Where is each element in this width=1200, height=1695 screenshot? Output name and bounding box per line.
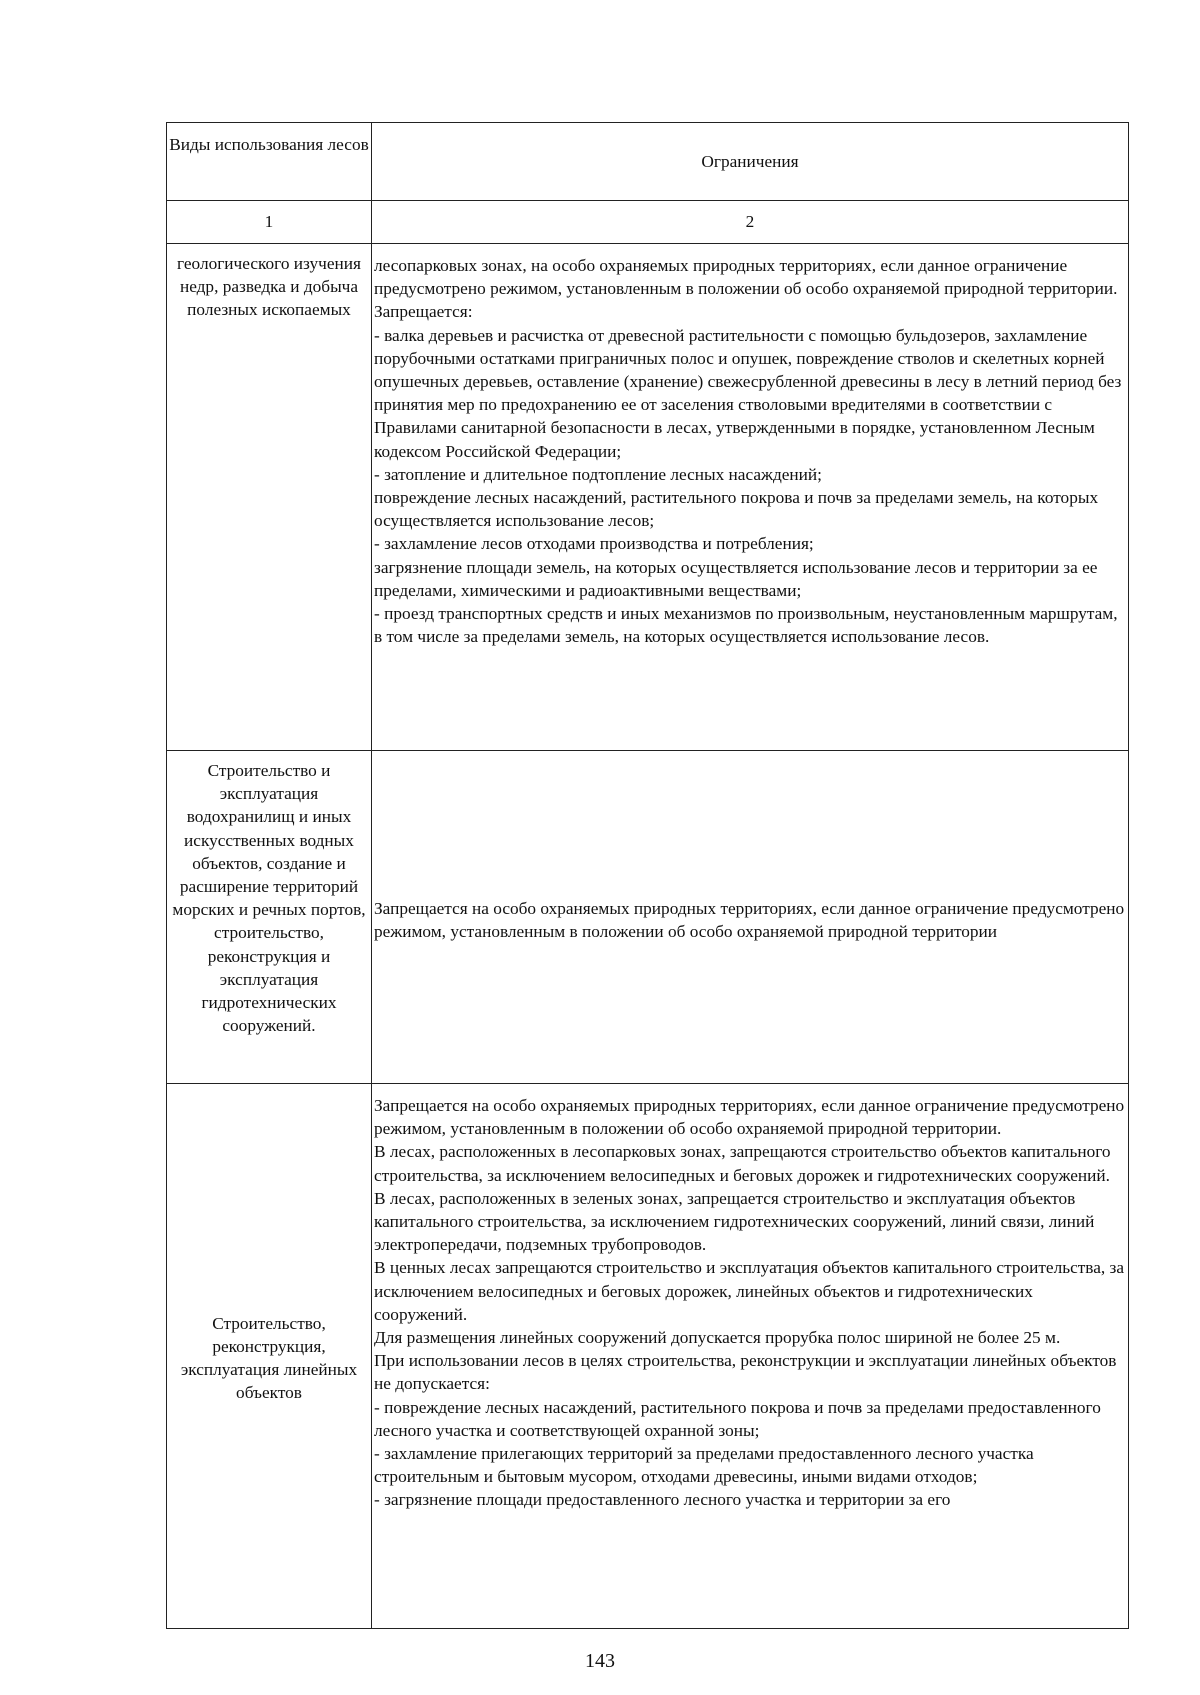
- restriction-line: Для размещения линейных сооружений допускается прорубка полос шириной не более 25 м.: [374, 1328, 1061, 1348]
- forest-use-kind: Строительство, реконструкция, эксплуатация линейных объектов: [167, 1084, 372, 1629]
- restriction-text: [372, 751, 1129, 1084]
- column-number-2: 2: [372, 201, 1129, 244]
- restriction-line: В лесах, расположенных в зеленых зонах, запрещается строительство и эксплуатация объектов капитального строительства, за исключением гидротехнических сооружений, линий связи, линий электропередачи, подземных трубопроводов.: [374, 1188, 1095, 1255]
- restrictions-table: [166, 122, 1129, 1629]
- column-number-1: 1: [167, 201, 372, 244]
- restriction-text: [372, 244, 1129, 751]
- table-row: [167, 751, 1129, 1084]
- column-numbering-row: [167, 201, 1129, 244]
- table-header-row: [167, 123, 1129, 201]
- restriction-line: Запрещается на особо охраняемых природных территориях, если данное ограничение предусмотрено режимом, установленным в положении об особо охраняемой природной территории: [374, 898, 1125, 941]
- header-forest-use-types: Виды использования лесов: [167, 123, 372, 201]
- forest-use-kind: Строительство и эксплуатация водохранилищ и иных искусственных водных объектов, создание и расширение территорий морских и речных портов, строительство, реконструкция и эксплуатация гидротехнических сооружений.: [167, 751, 372, 1084]
- restriction-line: - захламление прилегающих территорий за пределами предоставленного лесного участка строительным и бытовым мусором, отходами древесины, иными видами отходов;: [374, 1444, 1034, 1487]
- header-restrictions: Ограничения: [372, 123, 1129, 201]
- table-row: [167, 1084, 1129, 1629]
- restriction-line: В лесах, расположенных в лесопарковых зонах, запрещаются строительство объектов капитального строительства, за исключением велосипедных и беговых дорожек и гидротехнических сооружений.: [374, 1142, 1111, 1185]
- restriction-line: - захламление лесов отходами производства и потребления;: [374, 534, 814, 554]
- restriction-line: Запрещается:: [374, 302, 473, 322]
- restriction-line: - затопление и длительное подтопление лесных насаждений;: [374, 464, 822, 484]
- restriction-line: - повреждение лесных насаждений, растительного покрова и почв за пределами предоставленного лесного участка и соответствующей охранной зоны;: [374, 1397, 1101, 1440]
- restriction-line: При использовании лесов в целях строительства, реконструкции и эксплуатации линейных объектов не допускается:: [374, 1351, 1117, 1394]
- forest-use-kind: геологического изучения недр, разведка и добыча полезных ископаемых: [167, 244, 372, 751]
- restriction-line: Запрещается на особо охраняемых природных территориях, если данное ограничение предусмотрено режимом, установленным в положении об особо охраняемой природной территории.: [374, 1096, 1125, 1139]
- restriction-line: - валка деревьев и расчистка от древесной растительности с помощью бульдозеров, захламление порубочными остатками приграничных полос и опушек, повреждение стволов и скелетных корней опушечных деревьев, оставление (хранение) свежесрубленной древесины в лесу в летний период без принятия мер по предохранению ее от заселения стволовыми вредителями в соответствии с Правилами санитарной безопасности в лесах, утвержденными в порядке, установленном Лесным кодексом Российской Федерации;: [374, 325, 1122, 461]
- page-number: 143: [585, 1650, 615, 1672]
- restriction-line: лесопарковых зонах, на особо охраняемых природных территориях, если данное ограничение предусмотрено режимом, установленным в положении об особо охраняемой природной территории.: [374, 256, 1118, 299]
- restriction-line: загрязнение площади земель, на которых осуществляется использование лесов и территории за ее пределами, химическими и радиоактивными веществами;: [374, 557, 1098, 600]
- restriction-line: - проезд транспортных средств и иных механизмов по произвольным, неустановленным маршрутам, в том числе за пределами земель, на которых осуществляется использование лесов.: [374, 604, 1118, 647]
- restriction-text: [372, 1084, 1129, 1629]
- restriction-line: повреждение лесных насаждений, растительного покрова и почв за пределами земель, на которых осуществляется использование лесов;: [374, 488, 1099, 531]
- restriction-line: - загрязнение площади предоставленного лесного участка и территории за его: [374, 1490, 951, 1510]
- table-row: [167, 244, 1129, 751]
- restriction-line: В ценных лесах запрещаются строительство и эксплуатация объектов капитального строительства, за исключением велосипедных и беговых дорожек, линейных объектов и гидротехнических сооружений.: [374, 1258, 1125, 1324]
